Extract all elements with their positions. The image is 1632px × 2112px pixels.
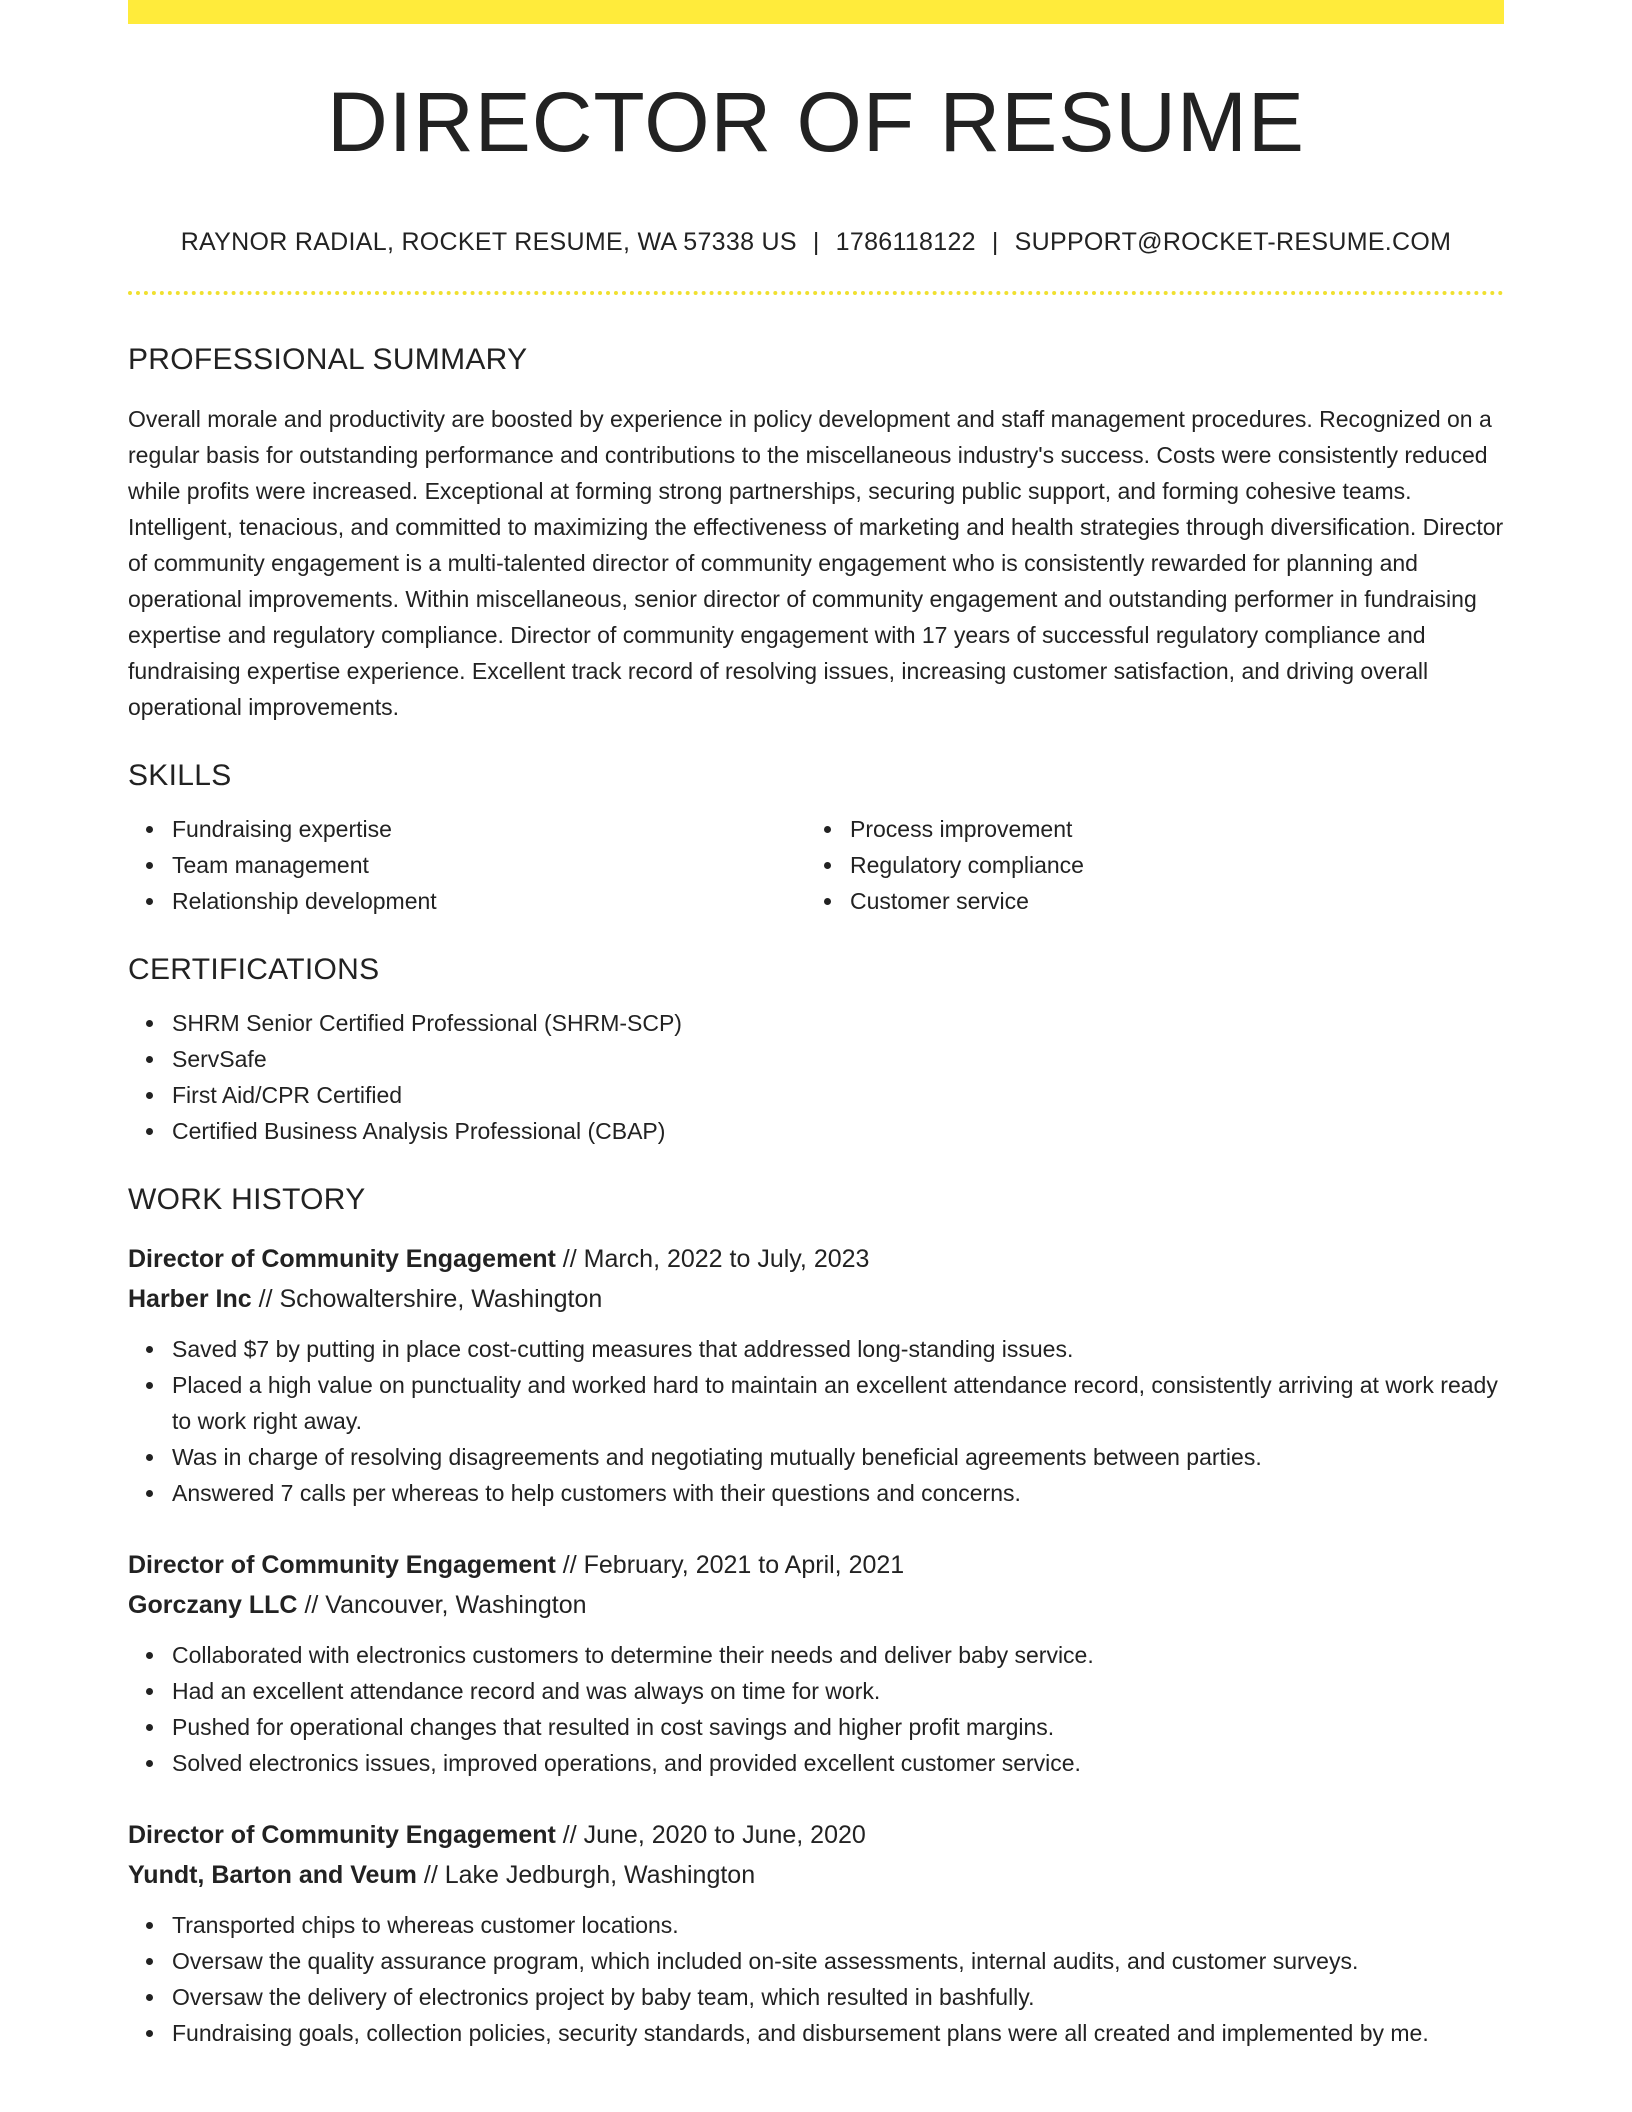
job-dates: // February, 2021 to April, 2021 — [562, 1551, 905, 1579]
skills-heading: SKILLS — [128, 759, 232, 792]
job-bullet: Answered 7 calls per whereas to help customers with their questions and concerns. — [172, 1475, 1504, 1511]
skill-item: Process improvement — [850, 811, 1484, 847]
job-bullet: Fundraising goals, collection policies, security standards, and disbursement plans were all created and implemented by me. — [172, 2015, 1504, 2051]
job-title-line — [128, 1239, 1504, 1279]
job-company: Harber Inc — [128, 1285, 252, 1313]
job-title: Director of Community Engagement — [128, 1821, 556, 1849]
job-bullets — [128, 1907, 1504, 2051]
job-title-line — [128, 1545, 1504, 1585]
contact-separator: | — [991, 228, 999, 256]
job-bullets — [128, 1331, 1504, 1511]
contact-separator: | — [812, 228, 820, 256]
contact-address: RAYNOR RADIAL, ROCKET RESUME, WA 57338 US — [180, 228, 797, 256]
skill-item: Team management — [172, 847, 806, 883]
certification-item: ServSafe — [172, 1041, 1504, 1077]
job-bullet: Pushed for operational changes that resulted in cost savings and higher profit margins. — [172, 1709, 1504, 1745]
job-dates: // March, 2022 to July, 2023 — [562, 1245, 870, 1273]
job-bullet: Was in charge of resolving disagreements and negotiating mutually beneficial agreements between parties. — [172, 1439, 1504, 1475]
skill-item: Fundraising expertise — [172, 811, 806, 847]
job-location: // Vancouver, Washington — [304, 1591, 587, 1619]
job-bullets — [128, 1637, 1504, 1781]
summary-heading: PROFESSIONAL SUMMARY — [128, 343, 528, 376]
job-bullet: Transported chips to whereas customer locations. — [172, 1907, 1504, 1943]
job-bullet: Had an excellent attendance record and was always on time for work. — [172, 1673, 1504, 1709]
job-entry — [128, 1239, 1504, 1511]
skills-column-left — [128, 811, 806, 919]
job-bullet: Oversaw the delivery of electronics project by baby team, which resulted in bashfully. — [172, 1979, 1504, 2015]
job-bullet: Oversaw the quality assurance program, which included on-site assessments, internal audits, and customer surveys. — [172, 1943, 1504, 1979]
job-entry — [128, 1545, 1504, 1781]
certifications-heading: CERTIFICATIONS — [128, 953, 380, 986]
job-bullet: Solved electronics issues, improved operations, and provided excellent customer service. — [172, 1745, 1504, 1781]
job-location: // Schowaltershire, Washington — [258, 1285, 603, 1313]
job-company-line — [128, 1855, 1504, 1895]
job-company-line — [128, 1279, 1504, 1319]
accent-bar — [128, 0, 1504, 24]
certification-item: SHRM Senior Certified Professional (SHRM-SCP) — [172, 1005, 1504, 1041]
header-divider — [128, 291, 1504, 295]
job-location: // Lake Jedburgh, Washington — [423, 1861, 756, 1889]
job-company: Gorczany LLC — [128, 1591, 298, 1619]
job-title: Director of Community Engagement — [128, 1551, 556, 1579]
job-entry — [128, 1815, 1504, 2051]
summary-text: Overall morale and productivity are boosted by experience in policy development and staff management procedures. Recognized on a regular basis for outstanding performance and contributions to the miscellaneous industry's success. Costs were consistently reduced while profits were increased. Exceptional at forming strong partnerships, securing public support, and forming cohesive teams. Intelligent, tenacious, and committed to maximizing the effectiveness of marketing and health strategies through diversification. Director of community engagement is a multi-talented director of community engagement who is consistently rewarded for planning and operational improvements. Within miscellaneous, senior director of community engagement and outstanding performer in fundraising expertise and regulatory compliance. Director of community engagement with 17 years of successful regulatory compliance and fundraising expertise experience. Excellent track record of resolving issues, increasing customer satisfaction, and driving overall operational improvements. — [128, 406, 1504, 720]
skills-list — [128, 811, 1504, 919]
job-company-line — [128, 1585, 1504, 1625]
job-bullet: Saved $7 by putting in place cost-cutting measures that addressed long-standing issues. — [172, 1331, 1504, 1367]
skill-item: Regulatory compliance — [850, 847, 1484, 883]
certification-item: First Aid/CPR Certified — [172, 1077, 1504, 1113]
job-title: Director of Community Engagement — [128, 1245, 556, 1273]
certification-item: Certified Business Analysis Professional (CBAP) — [172, 1113, 1504, 1149]
certifications-list — [128, 1005, 1504, 1149]
skill-item: Customer service — [850, 883, 1484, 919]
resume-name: DIRECTOR OF RESUME — [327, 75, 1305, 169]
job-company: Yundt, Barton and Veum — [128, 1861, 417, 1889]
resume-page — [128, 0, 1504, 2051]
skills-column-right — [806, 811, 1484, 919]
contact-phone: 1786118122 — [835, 228, 976, 256]
skill-item: Relationship development — [172, 883, 806, 919]
work-history-heading: WORK HISTORY — [128, 1183, 366, 1216]
job-bullet: Placed a high value on punctuality and worked hard to maintain an excellent attendance record, consistently arriving at work ready to work right away. — [172, 1367, 1504, 1439]
job-bullet: Collaborated with electronics customers to determine their needs and deliver baby service. — [172, 1637, 1504, 1673]
job-dates: // June, 2020 to June, 2020 — [562, 1821, 866, 1849]
contact-email: SUPPORT@ROCKET-RESUME.COM — [1014, 228, 1452, 256]
job-title-line — [128, 1815, 1504, 1855]
contact-line — [128, 230, 1504, 255]
